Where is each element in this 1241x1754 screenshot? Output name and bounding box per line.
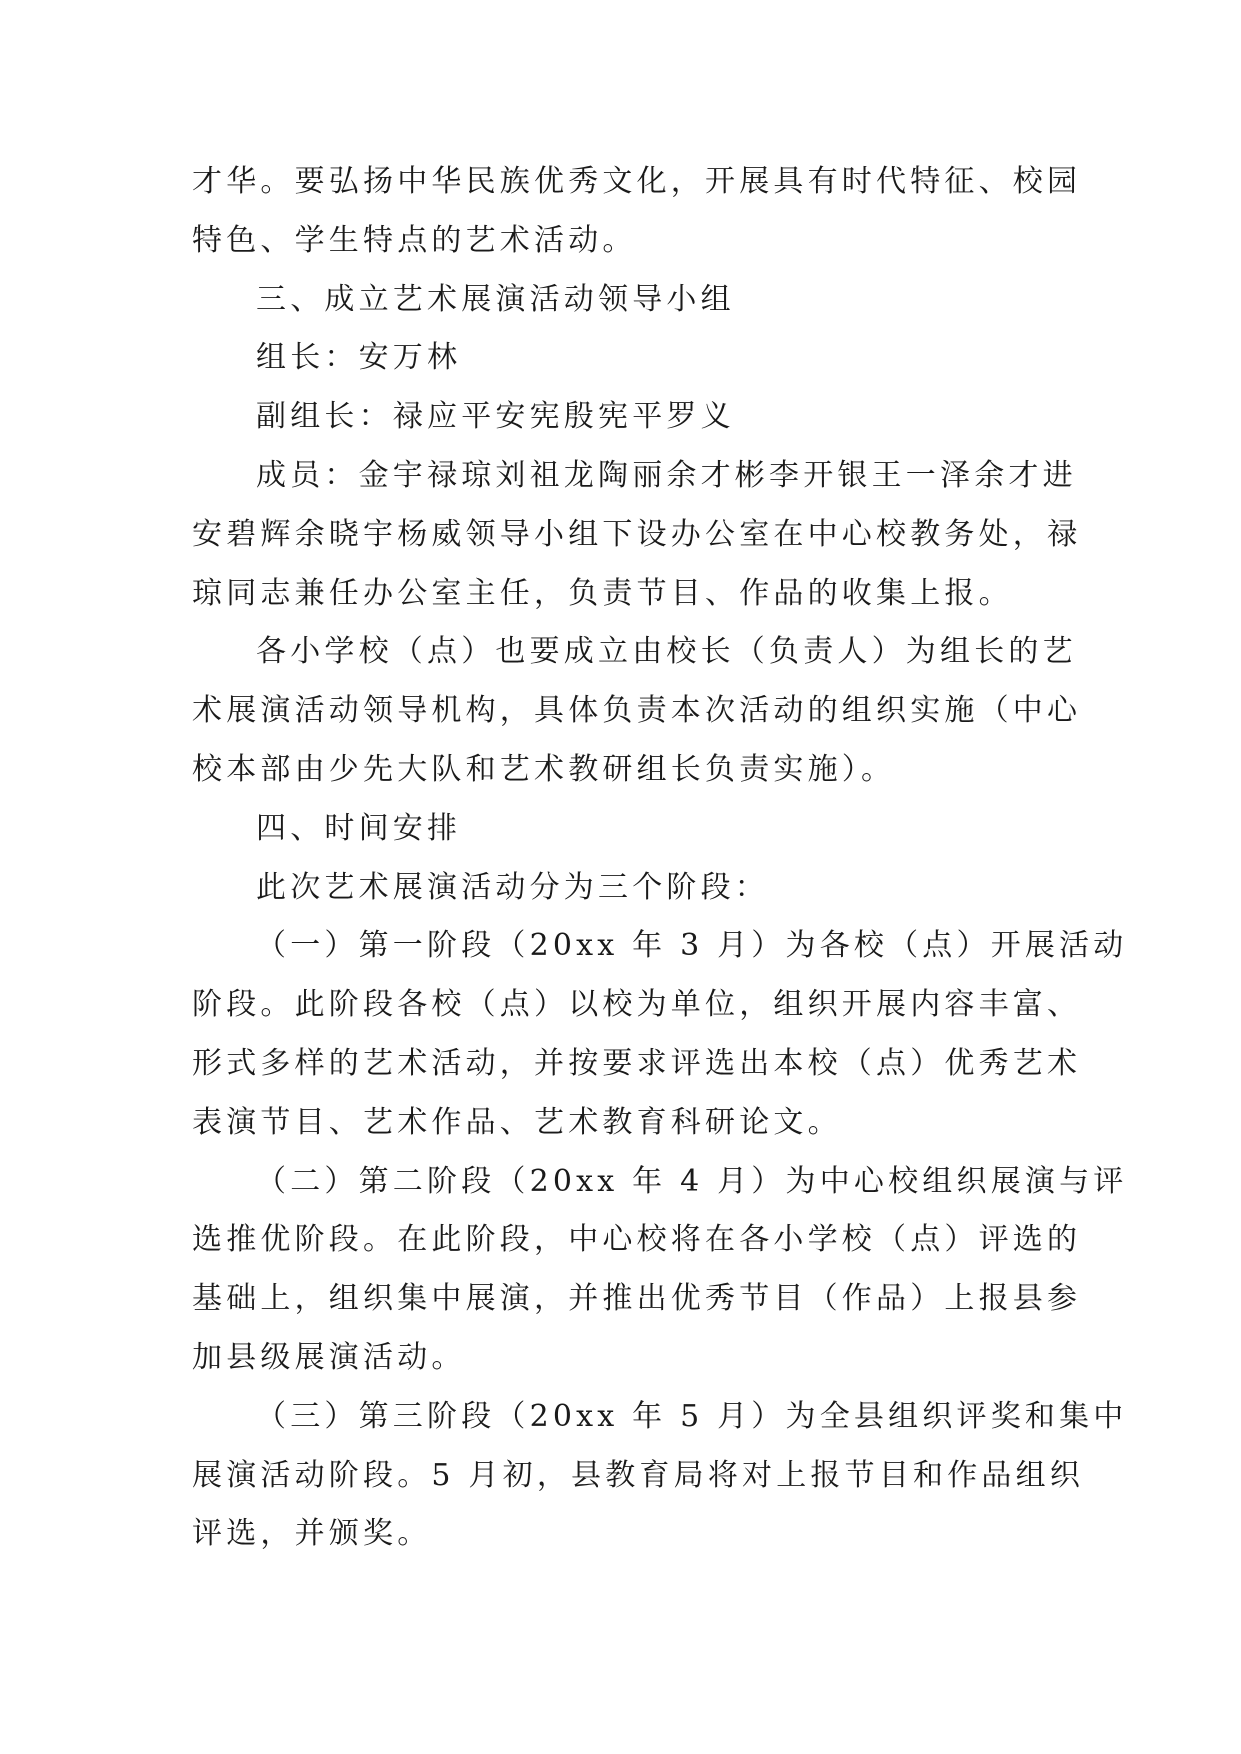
text-line: 此次艺术展演活动分为三个阶段： — [256, 869, 769, 905]
text-line: 基础上，组织集中展演，并推出优秀节目（作品）上报县参 — [192, 1281, 1082, 1317]
text-line: 校本部由少先大队和艺术教研组长负责实施）。 — [192, 751, 896, 787]
text-line: 各小学校（点）也要成立由校长（负责人）为组长的艺 — [256, 634, 1077, 670]
text-line: 琼同志兼任办公室主任，负责节目、作品的收集上报。 — [192, 575, 1013, 611]
text-line: 形式多样的艺术活动，并按要求评选出本校（点）优秀艺术 — [192, 1045, 1082, 1081]
text-line: 选推优阶段。在此阶段，中心校将在各小学校（点）评选的 — [192, 1222, 1082, 1258]
text-line: 特色、学生特点的艺术活动。 — [192, 222, 637, 258]
text-line: （一）第一阶段（20xx 年 3 月）为各校（点）开展活动 — [256, 928, 1128, 964]
text-line: 阶段。此阶段各校（点）以校为单位，组织开展内容丰富、 — [192, 987, 1082, 1023]
text-line: 组长：安万林 — [256, 340, 462, 376]
text-line: 三、成立艺术展演活动领导小组 — [256, 281, 735, 317]
text-line: 四、时间安排 — [256, 810, 462, 846]
text-line: 才华。要弘扬中华民族优秀文化，开展具有时代特征、校园 — [192, 164, 1082, 199]
text-line: 安碧辉余晓宇杨威领导小组下设办公室在中心校教务处，禄 — [192, 516, 1082, 552]
text-line: 术展演活动领导机构，具体负责本次活动的组织实施（中心 — [192, 693, 1082, 729]
text-line: 加县级展演活动。 — [192, 1339, 466, 1375]
document-body — [192, 153, 1128, 1564]
text-line: 副组长：禄应平安宪殷宪平罗义 — [256, 399, 735, 435]
text-line: （三）第三阶段（20xx 年 5 月）为全县组织评奖和集中 — [256, 1398, 1128, 1434]
text-line: 评选，并颁奖。 — [192, 1516, 432, 1552]
text-line: 成员：金宇禄琼刘祖龙陶丽余才彬李开银王一泽余才进 — [256, 457, 1077, 493]
text-line: （二）第二阶段（20xx 年 4 月）为中心校组织展演与评 — [256, 1163, 1128, 1199]
text-line: 展演活动阶段。5 月初，县教育局将对上报节目和作品组织 — [192, 1457, 1085, 1493]
text-line: 表演节目、艺术作品、艺术教育科研论文。 — [192, 1104, 842, 1140]
